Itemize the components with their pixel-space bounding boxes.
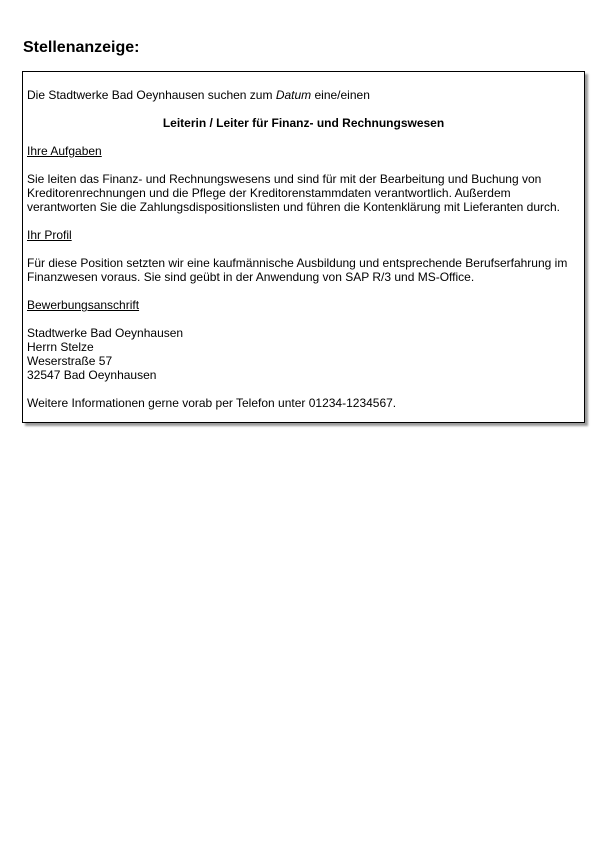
job-ad-content <box>27 88 580 410</box>
postal-address <box>27 326 580 382</box>
job-ad-box <box>22 71 585 423</box>
address-contact: Herrn Stelze <box>27 340 94 354</box>
address-city: 32547 Bad Oeynhausen <box>27 368 157 382</box>
address-company: Stadtwerke Bad Oeynhausen <box>27 326 184 340</box>
intro-after: eine/einen <box>311 88 370 102</box>
job-title: Leiterin / Leiter für Finanz- und Rechnungswesen <box>162 116 445 130</box>
tasks-text: Sie leiten das Finanz- und Rechnungswesens und sind für mit der Bearbeitung und Buchung von Kreditorenrechnungen und die Pflege der Kreditorenstammdaten verantwortlich. Außerdem verantworten Sie die Zahlungsdispositionslisten und führen die Kontenklärung mit Lieferanten durch. <box>27 172 560 214</box>
address-street: Weserstraße 57 <box>27 354 113 368</box>
footer-contact-info: Weitere Informationen gerne vorab per Telefon unter 01234-1234567. <box>27 396 397 410</box>
profile-heading: Ihr Profil <box>27 228 72 242</box>
intro-before: Die Stadtwerke Bad Oeynhausen suchen zum <box>27 88 276 102</box>
profile-text: Für diese Position setzten wir eine kaufmännische Ausbildung und entsprechende Berufserfahrung im Finanzwesen voraus. Sie sind geübt in der Anwendung von SAP R/3 und MS-Office. <box>27 256 568 284</box>
intro-line <box>27 88 580 102</box>
intro-date-placeholder: Datum <box>275 88 312 102</box>
tasks-heading: Ihre Aufgaben <box>27 144 102 158</box>
page-heading: Stellenanzeige: <box>23 39 140 56</box>
address-heading: Bewerbungsanschrift <box>27 298 140 312</box>
